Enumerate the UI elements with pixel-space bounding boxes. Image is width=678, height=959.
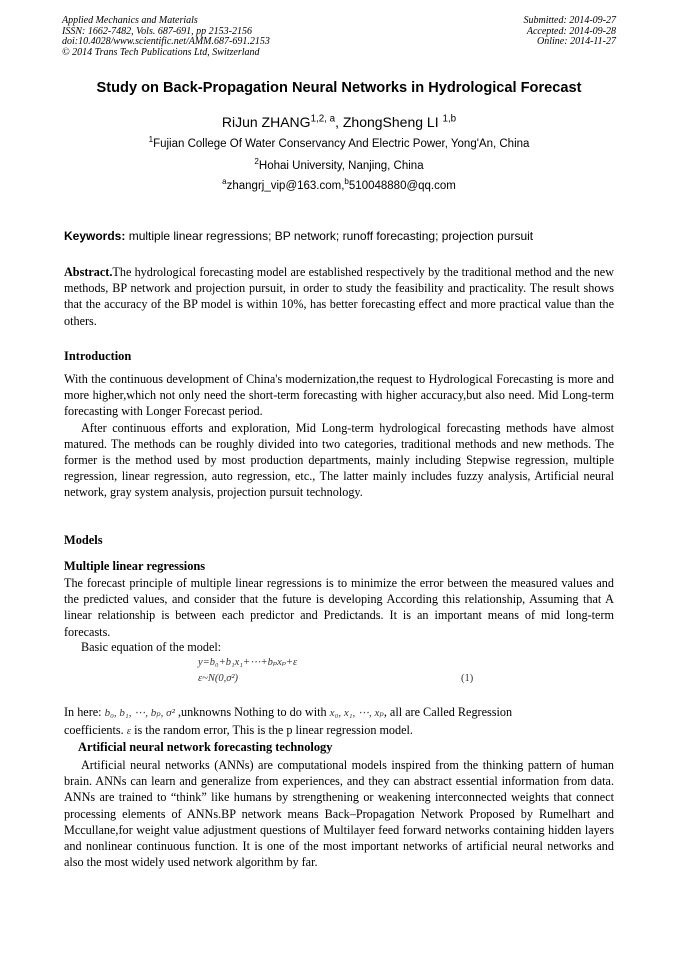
keywords-text: multiple linear regressions; BP network; runoff forecasting; projection pursuit [125,229,534,243]
affiliation-2-text: Hohai University, Nanjing, China [258,160,424,172]
introduction-heading: Introduction [64,349,132,363]
journal-doi: doi:10.4028/www.scientific.net/AMM.687-691.2153 [62,36,270,47]
dates-header [524,16,617,48]
introduction-paragraph-1: With the continuous development of China's modernization,the request to Hydrological Forecasting is more and more higher,which not only need the short-term forecasting with higher accuracy,but also need. Mid Long-term forecasting with Longer Forecast period. [64,372,614,419]
author-2: ZhongSheng LI [342,114,443,130]
ann-paragraph: Artificial neural networks (ANNs) are computational models inspired from the thinking pattern of human brain. ANNs can learn and generalize from experiences, and they can abstract essential information from data. ANNs are trained to “think” like humans by strengthening or weakening interconnected weights that connect processing elements of ANNs.BP network means Back–Propagation Network Proposed by Rumelhart and Mccullane,for weight value adjustment questions of Multilayer feed forward networks containing hidden layers and nonlinear continuous function. It is one of the most important networks of artificial neural networks and also the most widely used network algorithm by far. [64,758,614,870]
coefficient-symbols: b₀, b₁, ⋯, bₚ, σ² [104,707,175,719]
epsilon-symbol: ε [126,725,132,737]
affiliation-1-sup: 1 [148,135,154,145]
affiliation-1-text: Fujian College Of Water Conservancy And Electric Power, Yong'An, China [153,138,530,150]
ann-heading: Artificial neural network forecasting technology [78,740,333,754]
keywords-label: Keywords: [64,229,126,243]
inhere-suffix: , all are Called Regression [383,705,513,719]
email-b-sup: b [344,177,349,187]
equation-line-1: y=b₀+b₁x₁+⋯+bₚxₚ+ε [198,657,298,668]
journal-header [62,16,270,58]
introduction-paragraph-2: After continuous efforts and exploration, Mid Long-term hydrological forecasting methods have almost matured. The methods can be roughly divided into two categories, traditional methods and new methods. The former is the method used by most production departments, mainly including Stepwise regression, multiple regression, linear regression, auto regression, etc., The latter mainly includes fuzzy analysis, Artificial neural network, gray system analysis, projection pursuit technology. [64,420,614,500]
inhere-line-2 [64,722,614,739]
author-2-sup: 1,b [442,113,457,125]
models-heading: Models [64,533,103,547]
email-a-sup: a [222,177,227,187]
online-date: Online: 2014-11-27 [537,36,616,47]
abstract-label: Abstract. [64,265,113,279]
affiliation-2-sup: 2 [254,157,259,167]
author-1: RiJun ZHANG [221,114,311,130]
accepted-date: Accepted: 2014-09-28 [526,25,616,37]
email-line [0,177,678,192]
inhere-line2-a: coefficients. [64,723,127,737]
abstract [64,264,614,329]
paper-title: Study on Back-Propagation Neural Networks in Hydrological Forecast [96,80,582,96]
equation-number: (1) [461,673,474,684]
mlr-heading: Multiple linear regressions [64,559,206,573]
affiliation-2 [0,157,678,172]
author-separator: , [335,114,343,130]
submitted-date: Submitted: 2014-09-27 [523,15,616,26]
inhere-line [64,704,614,721]
equation-line-2: ε~N(0,σ²) [198,673,239,684]
email-a[interactable]: zhangrj_vip@163.com, [226,180,345,192]
email-b[interactable]: 510048880@qq.com [348,180,456,192]
author-1-sup: 1,2, a [310,113,336,125]
author-line [0,114,678,130]
introduction-body [64,371,614,501]
journal-name: Applied Mechanics and Materials [62,15,198,26]
variable-symbols: x₀, x₁, ⋯, xₚ [329,707,384,719]
keywords [64,229,533,243]
journal-copyright: © 2014 Trans Tech Publications Ltd, Switzerland [62,46,260,58]
journal-issn: ISSN: 1662-7482, Vols. 687-691, pp 2153-2156 [62,25,252,37]
inhere-line2-b: is the random error, This is the p linear regression model. [131,723,413,737]
abstract-text: The hydrological forecasting model are established respectively by the traditional method and the new methods, BP network and projection pursuit, in order to study the feasibility and practicality. The result shows that the accuracy of the BP model is within 10%, has better forecasting effect and more practical value than the others. [64,265,614,328]
affiliation-1 [0,135,678,150]
mlr-paragraph-2: Basic equation of the model: [81,640,222,654]
inhere-mid: ,unknowns Nothing to do with [174,705,330,719]
mlr-paragraph-1: The forecast principle of multiple linear regressions is to minimize the error between the measured values and the predicted values, and consider that the future is developing According this relationship, Assuming that A linear relationship is between each predictor and Predictands. It is an important means of mid long-term forecasts. [64,576,614,639]
inhere-prefix: In here: [64,705,105,719]
